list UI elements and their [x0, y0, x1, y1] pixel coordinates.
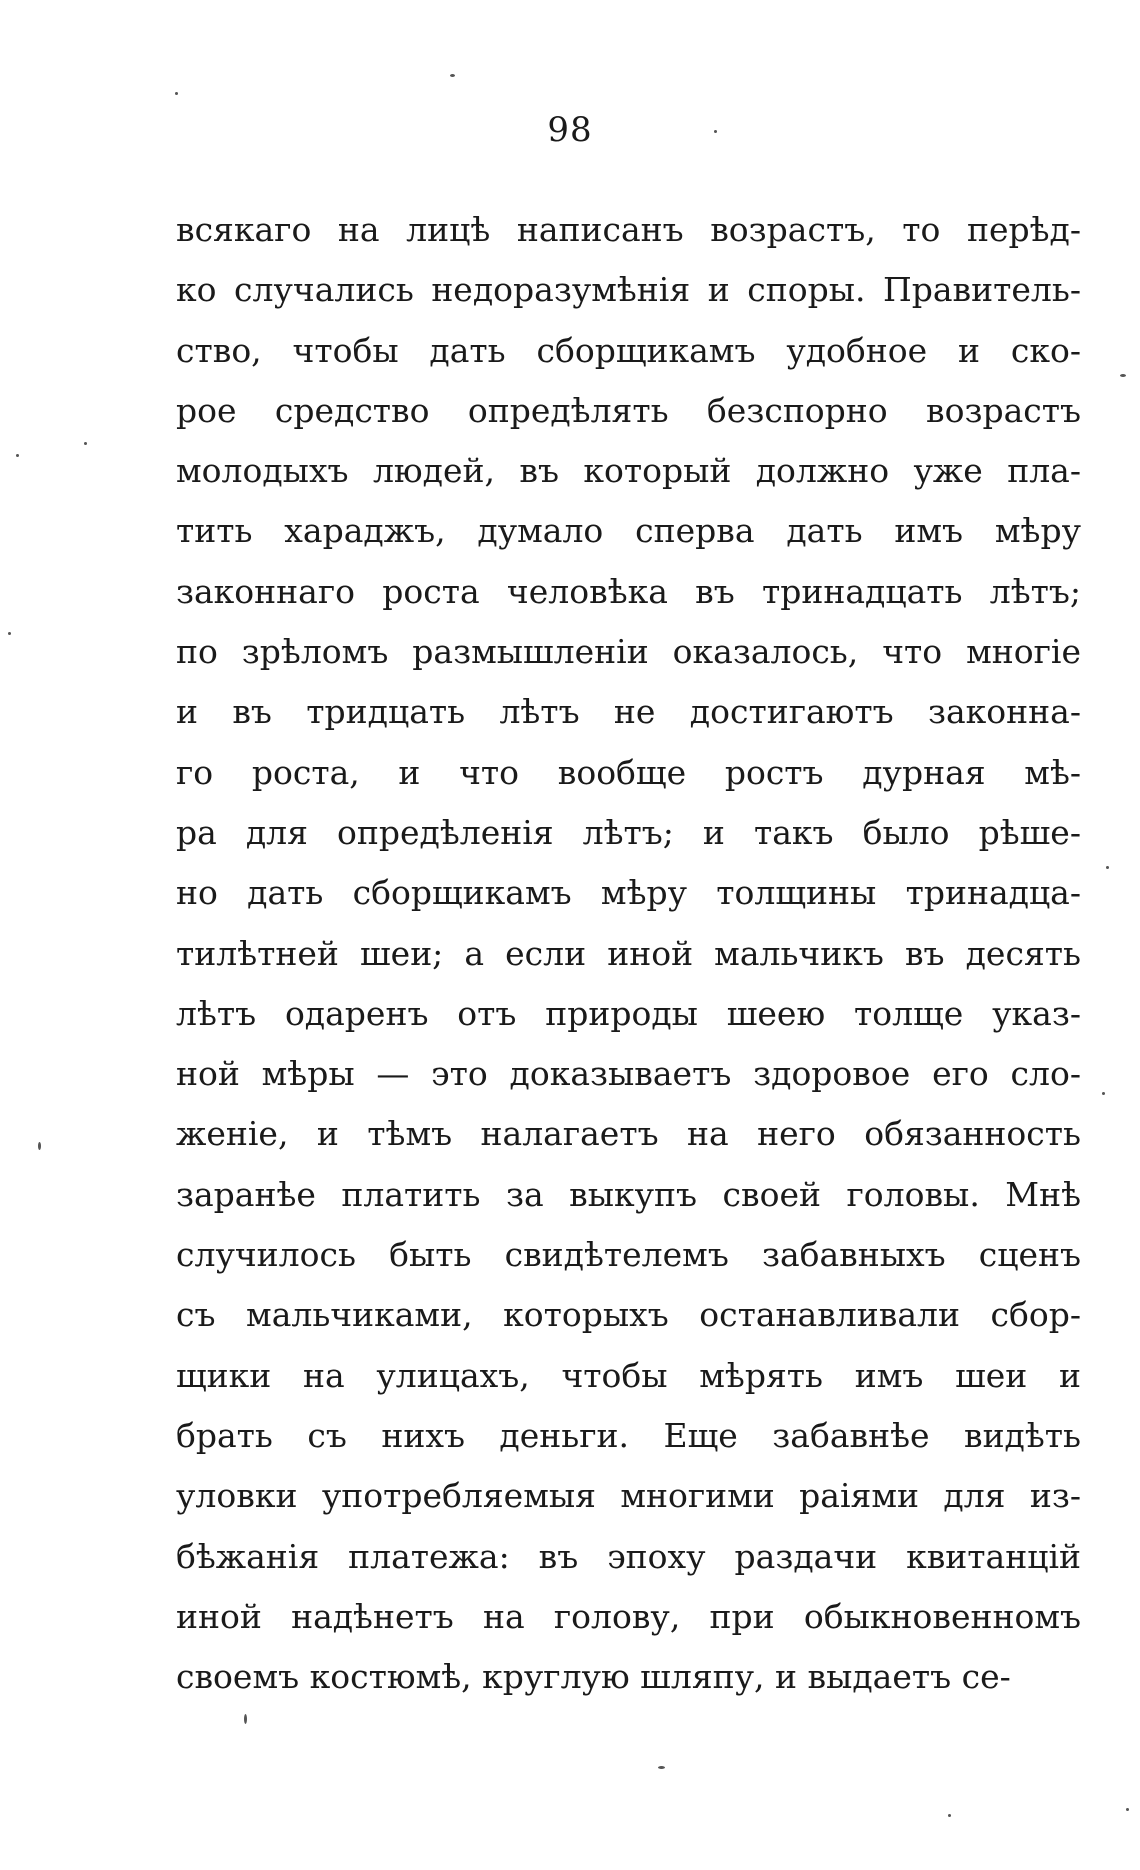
text-line: брать съ нихъ деньги. Еще забавнѣе видѣть	[176, 1415, 1081, 1455]
text-line: законнаго роста человѣка въ тринадцать лѣтъ;	[176, 571, 1081, 611]
text-line: бѣжанія платежа: въ эпоху раздачи квитанцій	[176, 1536, 1081, 1576]
dust-speck	[1106, 866, 1109, 869]
dust-speck	[8, 632, 11, 635]
dust-speck	[714, 130, 717, 133]
dust-speck	[1102, 1092, 1105, 1095]
text-line: всякаго на лицѣ написанъ возрастъ, то перѣд-	[176, 210, 1081, 249]
text-line: случилось быть свидѣтелемъ забавныхъ сценъ	[176, 1235, 1081, 1275]
text-line: лѣтъ одаренъ отъ природы шеею толще указ-	[176, 993, 1081, 1033]
text-line: ство, чтобы дать сборщикамъ удобное и ско-	[176, 330, 1081, 370]
text-line: молодыхъ людей, въ который должно уже пла-	[176, 451, 1081, 491]
text-line: уловки употребляемыя многими раіями для из-	[176, 1476, 1081, 1516]
dust-speck	[658, 1766, 665, 1769]
text-line: ра для опредѣленія лѣтъ; и такъ было рѣше-	[176, 812, 1081, 852]
text-line: тилѣтней шеи; а если иной мальчикъ въ десять	[176, 933, 1081, 973]
text-line: по зрѣломъ размышленіи оказалось, что многіе	[176, 632, 1081, 672]
text-line: съ мальчиками, которыхъ останавливали сбор-	[176, 1295, 1081, 1335]
text-line: своемъ костюмѣ, круглую шляпу, и выдаетъ се-	[176, 1657, 1011, 1697]
dust-speck	[948, 1814, 951, 1817]
dust-speck	[16, 454, 19, 457]
text-line: ной мѣры — это доказываетъ здоровое его сло-	[176, 1054, 1081, 1094]
dust-speck	[1120, 374, 1126, 377]
dust-speck	[1126, 1808, 1129, 1811]
dust-speck	[450, 74, 455, 77]
text-line: заранѣе платить за выкупъ своей головы. Мнѣ	[176, 1174, 1081, 1214]
dust-speck	[38, 1142, 41, 1150]
text-line: и въ тридцать лѣтъ не достигаютъ законна-	[176, 692, 1081, 732]
dust-speck	[84, 442, 87, 445]
text-line: го роста, и что вообще ростъ дурная мѣ-	[176, 752, 1081, 792]
text-line: щики на улицахъ, чтобы мѣрять имъ шеи и	[176, 1355, 1081, 1395]
dust-speck	[244, 1714, 247, 1724]
body-text	[176, 200, 1081, 1707]
text-line: иной надѣнетъ на голову, при обыкновенномъ	[176, 1596, 1081, 1636]
text-line: но дать сборщикамъ мѣру толщины тринадца-	[176, 873, 1081, 913]
text-line: ко случались недоразумѣнія и споры. Правитель-	[176, 270, 1081, 310]
dust-speck	[175, 92, 178, 95]
text-line: рое средство опредѣлять безспорно возрастъ	[176, 390, 1081, 430]
text-line: женіе, и тѣмъ налагаетъ на него обязанность	[176, 1114, 1081, 1154]
page-number: 98	[547, 110, 593, 150]
text-line: тить хараджъ, думало сперва дать имъ мѣру	[176, 511, 1081, 551]
